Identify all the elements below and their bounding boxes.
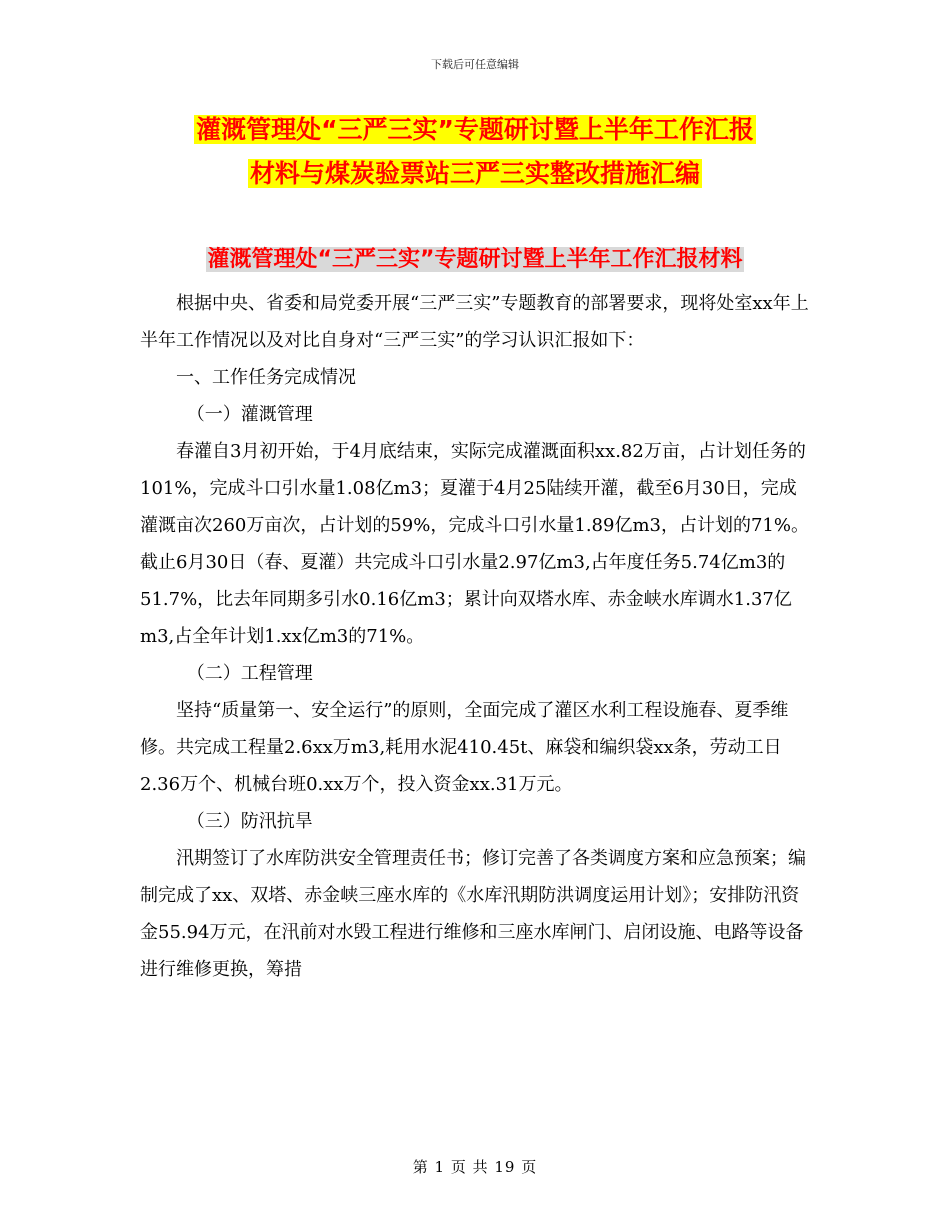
subheading-flood-control: （三）防汛抗旱 xyxy=(186,811,313,832)
heading-work-tasks: 一、工作任务完成情况 xyxy=(176,367,356,388)
paragraph-irrigation: 春灌自3月初开始，于4月底结束，实际完成灌溉面积xx.82万亩，占计划任务的101%，完成斗口引水量1.08亿m3；夏灌于4月25陆续开灌，截至6月30日，完成灌溉亩次260万亩次，占计划的59%，完成斗口引水量1.89亿m3，占计划的71%。截止6月30日（春、夏灌）共完成斗口引水量2.97亿m3,占年度任务5.74亿m3的51.7%，比去年同期多引水0.16亿m3；累计向双塔水库、赤金峡水库调水1.37亿m3,占全年计划1.xx亿m3的71%。 xyxy=(140,441,809,647)
main-title-line-2 xyxy=(0,157,950,191)
paragraph-engineering: 坚持“质量第一、安全运行”的原则，全面完成了灌区水利工程设施春、夏季维修。共完成工程量2.6xx万m3,耗用水泥410.45t、麻袋和编织袋xx条，劳动工日2.36万个、机械台班0.xx万个，投入资金xx.31万元。 xyxy=(140,700,789,795)
main-title-line-1 xyxy=(0,113,950,147)
section-title xyxy=(0,245,950,275)
header-note: 下载后可任意编辑 xyxy=(431,58,519,71)
subheading-irrigation: （一）灌溉管理 xyxy=(186,404,313,425)
page-footer: 第 1 页 共 19 页 xyxy=(412,1158,538,1176)
main-title-line-1-text: 灌溉管理处“三严三实”专题研讨暨上半年工作汇报 xyxy=(196,115,754,144)
subheading-engineering: （二）工程管理 xyxy=(186,663,313,684)
paragraph-flood-control: 汛期签订了水库防洪安全管理责任书；修订完善了各类调度方案和应急预案；编制完成了xx、双塔、赤金峡三座水库的《水库汛期防洪调度运用计划》；安排防汛资金55.94万元，在汛前对水毁工程进行维修和三座水库闸门、启闭设施、电路等设备进行维修更换，筹措 xyxy=(140,848,806,980)
main-title-line-2-text: 材料与煤炭验票站三严三实整改措施汇编 xyxy=(249,159,700,188)
document-body xyxy=(140,285,810,988)
section-title-text: 灌溉管理处“三严三实”专题研讨暨上半年工作汇报材料 xyxy=(207,247,743,272)
paragraph-intro: 根据中央、省委和局党委开展“三严三实”专题教育的部署要求，现将处室xx年上半年工作情况以及对比自身对“三严三实”的学习认识汇报如下： xyxy=(140,293,809,351)
